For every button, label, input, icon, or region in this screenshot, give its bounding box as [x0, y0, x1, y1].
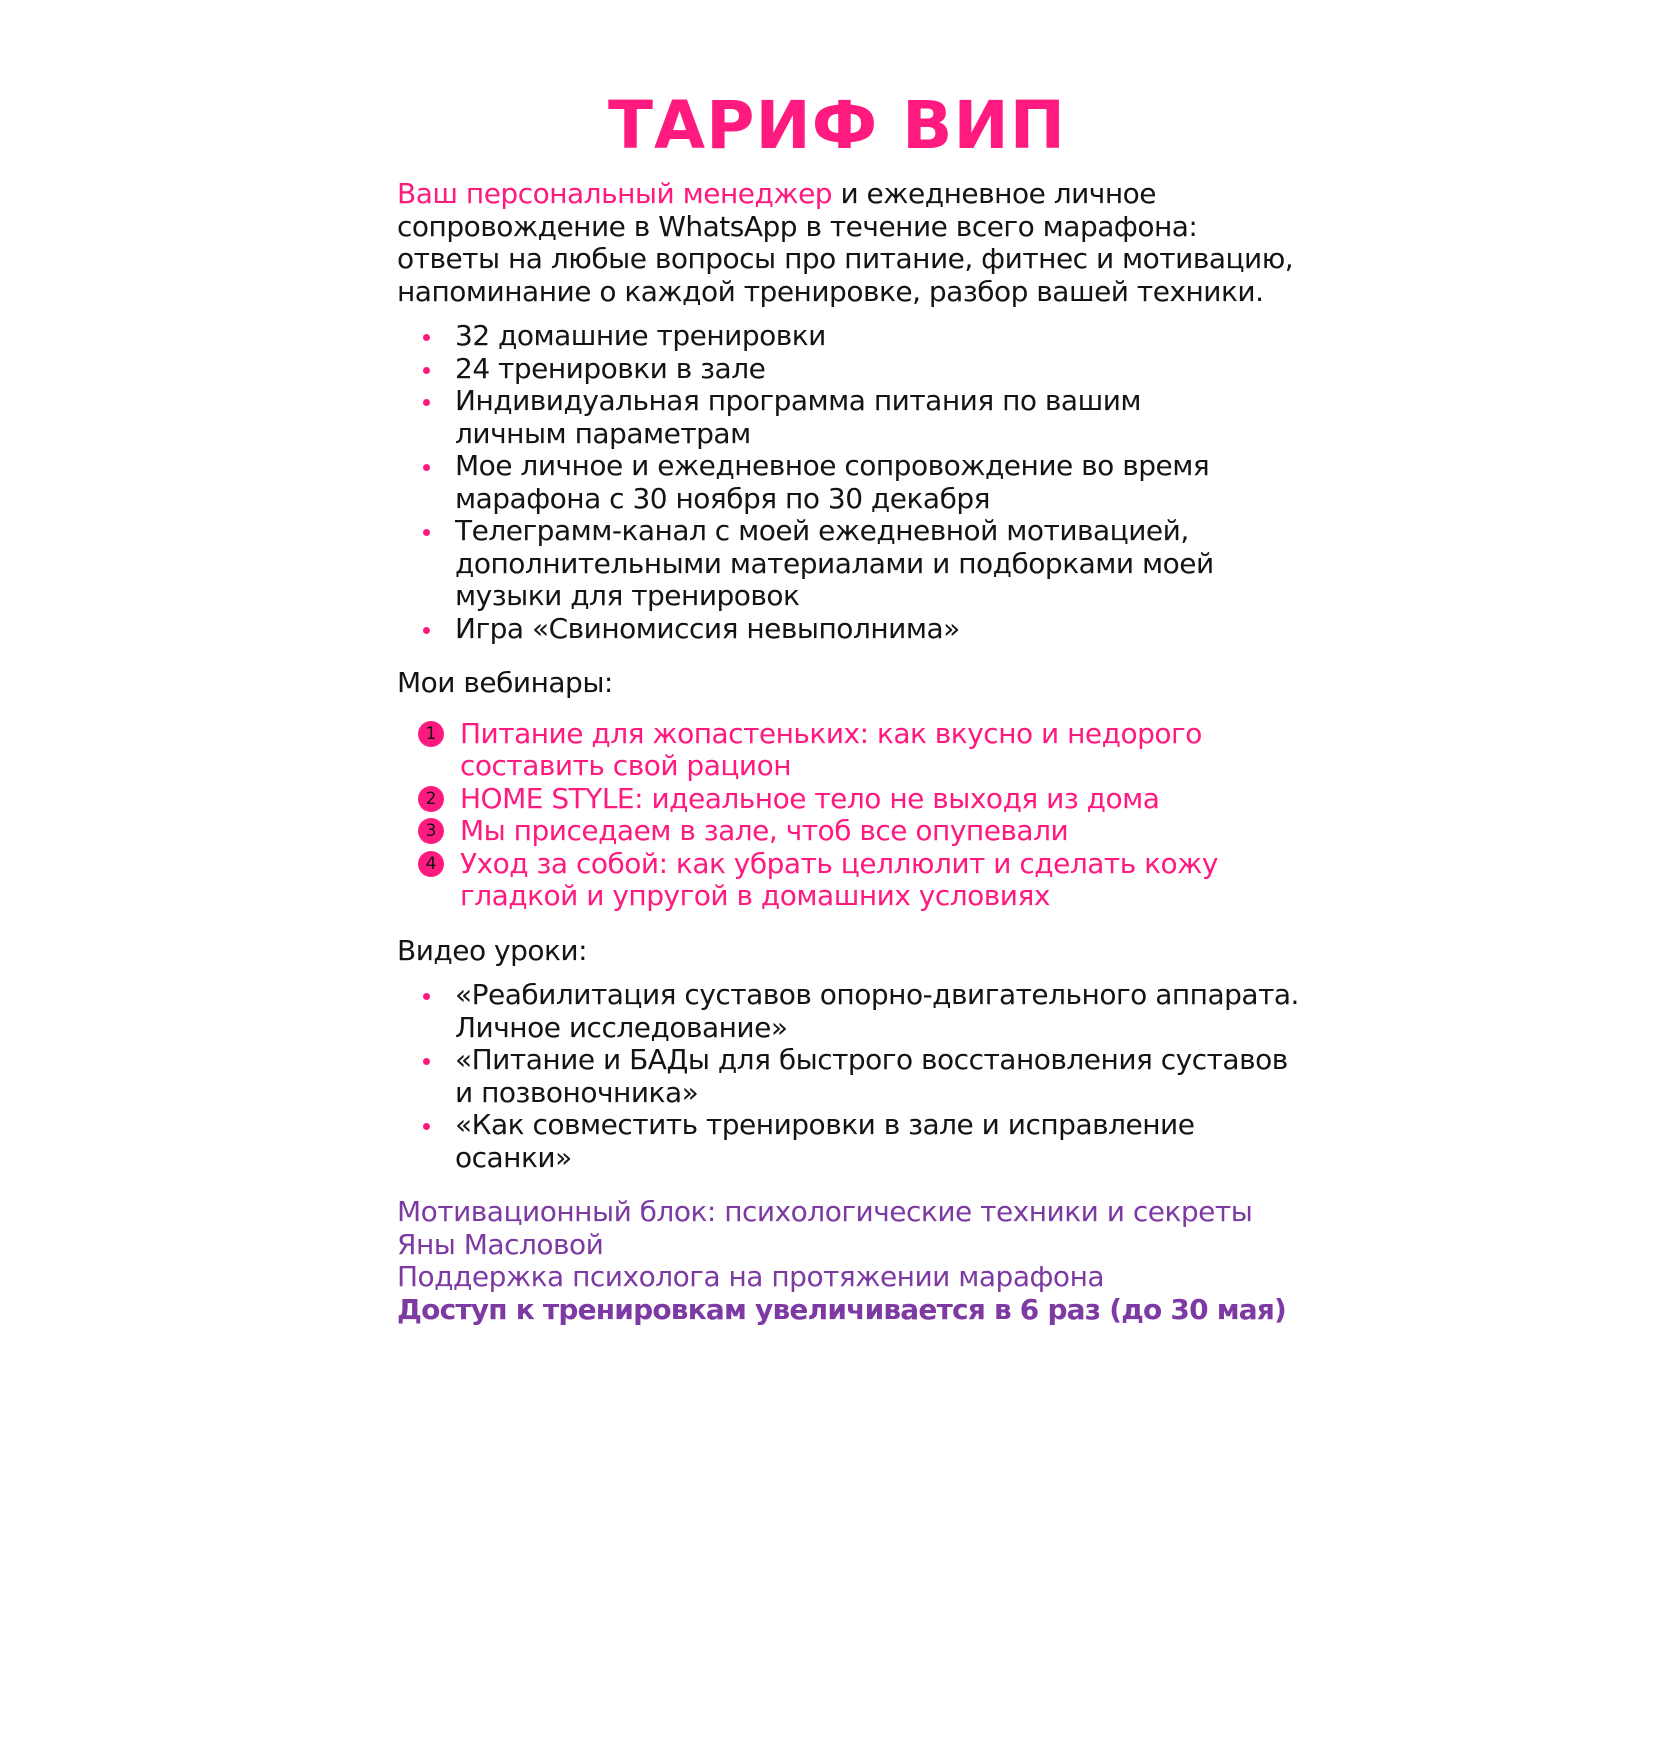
video-text: «Питание и БАДы для быстрого восстановления суставов и позвоночника» — [455, 1043, 1288, 1109]
feature-text: Телеграмм-канал с моей ежедневной мотивацией, дополнительными материалами и подборками моей музыки для тренировок — [455, 514, 1214, 612]
video-text: «Как совместить тренировки в зале и исправление осанки» — [455, 1108, 1195, 1174]
access-extension-line: Доступ к тренировкам увеличивается в 6 раз (до 30 мая) — [397, 1292, 1287, 1326]
intro-highlight: Ваш персональный менеджер — [397, 177, 833, 210]
motivation-line: Мотивационный блок: психологические техники и секреты Яны Масловой — [397, 1195, 1253, 1261]
bullet-dot-icon — [423, 367, 430, 374]
webinar-text: HOME STYLE: идеальное тело не выходя из дома — [460, 781, 1160, 815]
webinar-item — [425, 814, 1317, 848]
webinar-item — [425, 846, 1317, 913]
list-item — [455, 320, 1317, 353]
webinars-list — [397, 718, 1317, 913]
list-item — [455, 450, 1317, 515]
motivation-block — [397, 1196, 1317, 1326]
intro-text: и ежедневное личное сопровождение в WhatsApp в течение всего марафона: ответы на любые вопросы про питание, фитнес и мотивацию, напоминание о каждой тренировке, разбор вашей техники. — [397, 177, 1294, 308]
number-badge-icon: 2 — [418, 786, 444, 812]
video-text: «Реабилитация суставов опорно-двигательного аппарата. Личное исследование» — [455, 978, 1299, 1044]
feature-text: 24 тренировки в зале — [455, 351, 766, 385]
bullet-dot-icon — [423, 627, 430, 634]
feature-text: Игра «Свиномиссия невыполнима» — [455, 611, 960, 645]
number-badge-icon: 1 — [418, 721, 444, 747]
list-item — [455, 1044, 1317, 1109]
bullet-dot-icon — [423, 1123, 430, 1130]
list-item — [455, 1109, 1317, 1174]
list-item — [455, 515, 1317, 613]
number-badge-icon: 4 — [418, 851, 444, 877]
bullet-dot-icon — [423, 1058, 430, 1065]
list-item — [455, 353, 1317, 386]
video-list — [397, 979, 1317, 1174]
webinar-text: Мы приседаем в зале, чтоб все опупевали — [460, 814, 1069, 847]
feature-text: Индивидуальная программа питания по вашим личным параметрам — [455, 384, 1142, 450]
tariff-card — [397, 0, 1317, 1326]
psychologist-support-line: Поддержка психолога на протяжении марафона — [397, 1260, 1105, 1293]
features-list — [397, 320, 1317, 645]
feature-text: 32 домашние тренировки — [455, 319, 826, 352]
list-item — [455, 613, 1317, 646]
intro-paragraph — [397, 178, 1317, 308]
bullet-dot-icon — [423, 529, 430, 536]
list-item — [455, 385, 1317, 450]
video-heading: Видео уроки: — [397, 933, 588, 967]
bullet-dot-icon — [423, 464, 430, 471]
webinar-item — [425, 781, 1317, 816]
webinar-text: Питание для жопастеньких: как вкусно и недорого составить свой рацион — [460, 716, 1202, 782]
webinar-item — [425, 716, 1317, 783]
number-badge-icon: 3 — [418, 818, 444, 844]
page-title: ТАРИФ ВИП — [608, 87, 1066, 164]
bullet-dot-icon — [423, 334, 430, 341]
list-item — [455, 979, 1317, 1044]
feature-text: Мое личное и ежедневное сопровождение во время марафона с 30 ноября по 30 декабря — [455, 449, 1210, 515]
bullet-dot-icon — [423, 993, 430, 1000]
webinar-text: Уход за собой: как убрать целлюлит и сделать кожу гладкой и упругой в домашних условиях — [460, 846, 1218, 912]
bullet-dot-icon — [423, 399, 430, 406]
webinars-heading: Мои вебинары: — [397, 666, 613, 699]
